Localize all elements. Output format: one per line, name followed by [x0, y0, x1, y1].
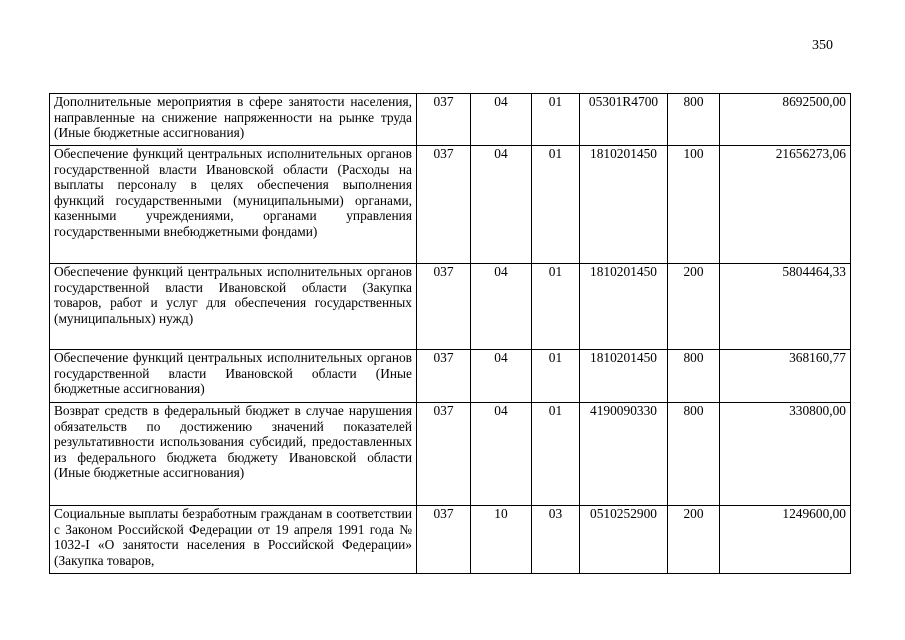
ministry-code: 037	[417, 506, 471, 574]
amount: 368160,77	[720, 350, 851, 403]
expense-type-code: 200	[668, 506, 720, 574]
target-article-code: 05301R4700	[580, 94, 668, 146]
subsection-code: 01	[532, 403, 580, 506]
section-code: 04	[471, 146, 532, 264]
subsection-code: 01	[532, 350, 580, 403]
expense-type-code: 200	[668, 264, 720, 350]
section-code: 04	[471, 350, 532, 403]
target-article-code: 1810201450	[580, 146, 668, 264]
section-code: 04	[471, 403, 532, 506]
table-row	[50, 264, 851, 350]
section-code: 04	[471, 264, 532, 350]
row-description: Социальные выплаты безработным гражданам в соответствии с Законом Российской Федерации от 19 апреля 1991 года № 1032-I «О занятости населения в Российской Федерации» (Закупка товаров,	[50, 506, 417, 574]
target-article-code: 1810201450	[580, 264, 668, 350]
table-row	[50, 146, 851, 264]
ministry-code: 037	[417, 350, 471, 403]
target-article-code: 0510252900	[580, 506, 668, 574]
expense-type-code: 800	[668, 403, 720, 506]
amount: 1249600,00	[720, 506, 851, 574]
row-description: Обеспечение функций центральных исполнительных органов государственной власти Ивановской области (Иные бюджетные ассигнования)	[50, 350, 417, 403]
target-article-code: 4190090330	[580, 403, 668, 506]
subsection-code: 01	[532, 146, 580, 264]
row-description: Возврат средств в федеральный бюджет в случае нарушения обязательств по достижению значений показателей результативности использования субсидий, предоставленных из федерального бюджета бюджету Ивановской области (Иные бюджетные ассигнования)	[50, 403, 417, 506]
budget-table	[49, 93, 851, 574]
expense-type-code: 800	[668, 94, 720, 146]
subsection-code: 03	[532, 506, 580, 574]
ministry-code: 037	[417, 403, 471, 506]
target-article-code: 1810201450	[580, 350, 668, 403]
section-code: 10	[471, 506, 532, 574]
table-row	[50, 403, 851, 506]
amount: 330800,00	[720, 403, 851, 506]
row-description: Дополнительные мероприятия в сфере занятости населения, направленные на снижение напряженности на рынке труда (Иные бюджетные ассигнования)	[50, 94, 417, 146]
page-number: 350	[812, 38, 833, 53]
table-row	[50, 94, 851, 146]
subsection-code: 01	[532, 94, 580, 146]
expense-type-code: 800	[668, 350, 720, 403]
ministry-code: 037	[417, 264, 471, 350]
subsection-code: 01	[532, 264, 580, 350]
table-row	[50, 350, 851, 403]
ministry-code: 037	[417, 94, 471, 146]
table-row	[50, 506, 851, 574]
amount: 8692500,00	[720, 94, 851, 146]
expense-type-code: 100	[668, 146, 720, 264]
section-code: 04	[471, 94, 532, 146]
row-description: Обеспечение функций центральных исполнительных органов государственной власти Ивановской области (Расходы на выплаты персоналу в целях обеспечения выполнения функций государственными (муниципальными) органами, казенными учреждениями, органами управления государственными внебюджетными фондами)	[50, 146, 417, 264]
amount: 5804464,33	[720, 264, 851, 350]
row-description: Обеспечение функций центральных исполнительных органов государственной власти Ивановской области (Закупка товаров, работ и услуг для обеспечения государственных (муниципальных) нужд)	[50, 264, 417, 350]
ministry-code: 037	[417, 146, 471, 264]
amount: 21656273,06	[720, 146, 851, 264]
